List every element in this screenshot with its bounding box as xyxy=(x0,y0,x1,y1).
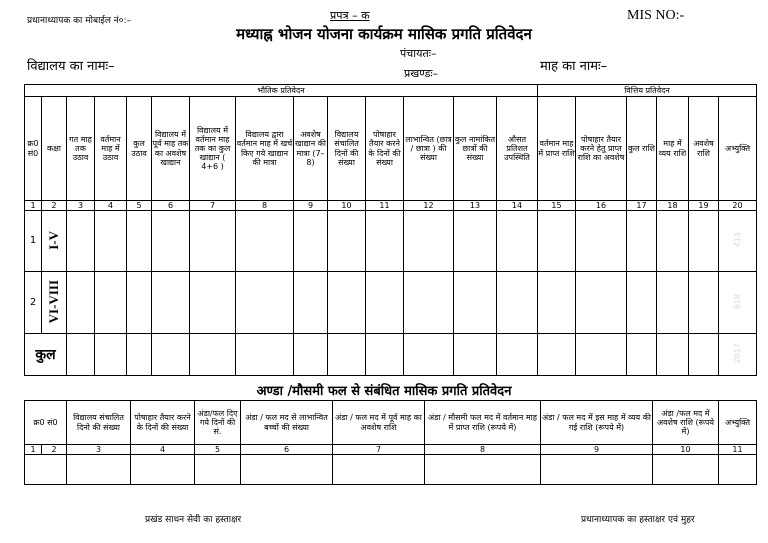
faint-mark: 618 xyxy=(732,293,742,310)
col-number: 18 xyxy=(657,201,689,211)
form-number: प्रपत्र – क xyxy=(330,9,370,22)
panchayat-label: पंचायतः– xyxy=(400,47,437,60)
col-header: पोषाहार तैयार करने हेतु प्राप्त राशि का अवशेष xyxy=(576,97,627,201)
col-number: 3 xyxy=(67,445,131,455)
col-header: कुल राशि xyxy=(627,97,657,201)
col-number: 9 xyxy=(294,201,328,211)
col-number: 19 xyxy=(689,201,719,211)
col-header: लाभान्वित (छात्र / छात्रा ) की संख्या xyxy=(404,97,454,201)
faint-mark: 2017 xyxy=(732,343,742,364)
col-number: 11 xyxy=(719,445,757,455)
col-number: 4 xyxy=(131,445,195,455)
school-name-label: विद्यालय का नामः– xyxy=(27,59,115,74)
col-header: विद्यालय संचालित दिनो की संख्या xyxy=(67,401,131,445)
col-header: वर्तमान माह में प्राप्त राशि xyxy=(538,97,576,201)
col-number: 7 xyxy=(190,201,236,211)
col-header: औसत प्रतिशत उपस्थिति xyxy=(497,97,538,201)
col-number: 5 xyxy=(127,201,152,211)
remarks-cell xyxy=(719,272,757,334)
col-number: 8 xyxy=(425,445,541,455)
col-number: 10 xyxy=(328,201,366,211)
col-header: कुल उठाव xyxy=(127,97,152,201)
col-number: 1 xyxy=(25,201,42,211)
table-row xyxy=(25,455,757,485)
class-label: VI-VIII xyxy=(45,279,61,324)
col-number: 14 xyxy=(497,201,538,211)
col-number: 15 xyxy=(538,201,576,211)
mobile-label: प्रधानाध्यापक का मोबाईल नं०:– xyxy=(27,16,132,26)
col-number: 1 xyxy=(25,445,42,455)
col-header: अंडा / फल मद से लाभान्वित बच्चों की संख्या xyxy=(241,401,333,445)
col-header: विद्यालय में पूर्व माह तक का अवशेष खाद्यान xyxy=(152,97,190,201)
col-header: अंडा/फल दिए गये दिनों की सं. xyxy=(195,401,241,445)
egg-fruit-table xyxy=(24,400,757,485)
col-header: गत माह तक उठाव xyxy=(67,97,95,201)
col-header: अंडा / फल मद में पूर्व माह का अवशेष राशि xyxy=(333,401,425,445)
month-label: माह का नामः– xyxy=(540,59,608,74)
col-number: 2 xyxy=(42,201,67,211)
col-header: क्र0 सं0 xyxy=(25,401,67,445)
col-number: 6 xyxy=(241,445,333,455)
class-label: I-V xyxy=(45,230,61,250)
col-number: 9 xyxy=(541,445,653,455)
col-number: 2 xyxy=(42,445,67,455)
row-sn: 1 xyxy=(25,211,42,272)
col-number: 17 xyxy=(627,201,657,211)
col-header: कुल नामांकित छात्रों की संख्या xyxy=(454,97,497,201)
col-header: विद्यालय संचालित दिनों की संख्या xyxy=(328,97,366,201)
mis-label: MIS NO:- xyxy=(627,8,685,23)
col-header: अवशेष खाद्यान की मात्रा (7–8) xyxy=(294,97,328,201)
col-number: 8 xyxy=(236,201,294,211)
section-physical: भौतिक प्रतिवेदन xyxy=(25,85,538,97)
progress-table xyxy=(24,84,757,376)
page-title: मध्याह्न भोजन योजना कार्यक्रम मासिक प्रगति प्रतिवेदन xyxy=(236,25,532,43)
table-row xyxy=(25,211,757,272)
col-header: अंडा / फल मद में इस माह में व्यय की गई राशि (रूपये में) xyxy=(541,401,653,445)
col-number: 13 xyxy=(454,201,497,211)
prakhand-label: प्रखण्डः– xyxy=(404,67,439,80)
col-header: अंडा /फल मद में अवशेष राशि (रूपये में) xyxy=(653,401,719,445)
col-number: 4 xyxy=(95,201,127,211)
row-class xyxy=(42,272,67,334)
col-number: 6 xyxy=(152,201,190,211)
headmaster-signature: प्रधानाध्यापक का हस्ताक्षर एवं मुहर xyxy=(581,515,695,525)
col-number: 5 xyxy=(195,445,241,455)
remarks-cell xyxy=(719,334,757,376)
col-header: विद्यालय में वर्तमान माह तक का कुल खाद्यान ( 4+6 ) xyxy=(190,97,236,201)
section-financial: वित्तिय प्रतिवेदन xyxy=(538,85,757,97)
col-number: 11 xyxy=(366,201,404,211)
faint-mark: 413 xyxy=(732,232,742,248)
col-header: अवशेष राशि xyxy=(689,97,719,201)
col-header: वर्तमान माह में उठाव xyxy=(95,97,127,201)
col-number: 16 xyxy=(576,201,627,211)
col-header: पोषाहार तैयार करने के दिनों की संख्या xyxy=(131,401,195,445)
row-class xyxy=(42,211,67,272)
total-label: कुल xyxy=(25,334,67,376)
col-header: अभ्युक्ति xyxy=(719,97,757,201)
col-header: पोषाहार तैयार करने के दिनों की संख्या xyxy=(366,97,404,201)
col-number: 12 xyxy=(404,201,454,211)
row-sn: 2 xyxy=(25,272,42,334)
col-number: 3 xyxy=(67,201,95,211)
col-number: 20 xyxy=(719,201,757,211)
total-row xyxy=(25,334,757,376)
table-row xyxy=(25,272,757,334)
col-header: अभ्युक्ति xyxy=(719,401,757,445)
section-title: अण्डा /मौसमी फल से संबंधित मासिक प्रगति प्रतिवेदन xyxy=(256,384,512,399)
col-header: अंडा / मौसमी फल मद में वर्तमान माह में प्राप्त राशि (रूपये में) xyxy=(425,401,541,445)
col-number: 7 xyxy=(333,445,425,455)
block-resource-signature: प्रखंड साधन सेवी का हस्ताक्षर xyxy=(145,515,242,525)
col-header: विद्यालय द्वारा वर्तमान माह में खर्च किए गये खाद्यान की मात्रा xyxy=(236,97,294,201)
col-number: 10 xyxy=(653,445,719,455)
col-header: क्र0 सं0 xyxy=(25,97,42,201)
remarks-cell xyxy=(719,211,757,272)
col-header: कक्षा xyxy=(42,97,67,201)
col-header: माह में व्यय राशि xyxy=(657,97,689,201)
